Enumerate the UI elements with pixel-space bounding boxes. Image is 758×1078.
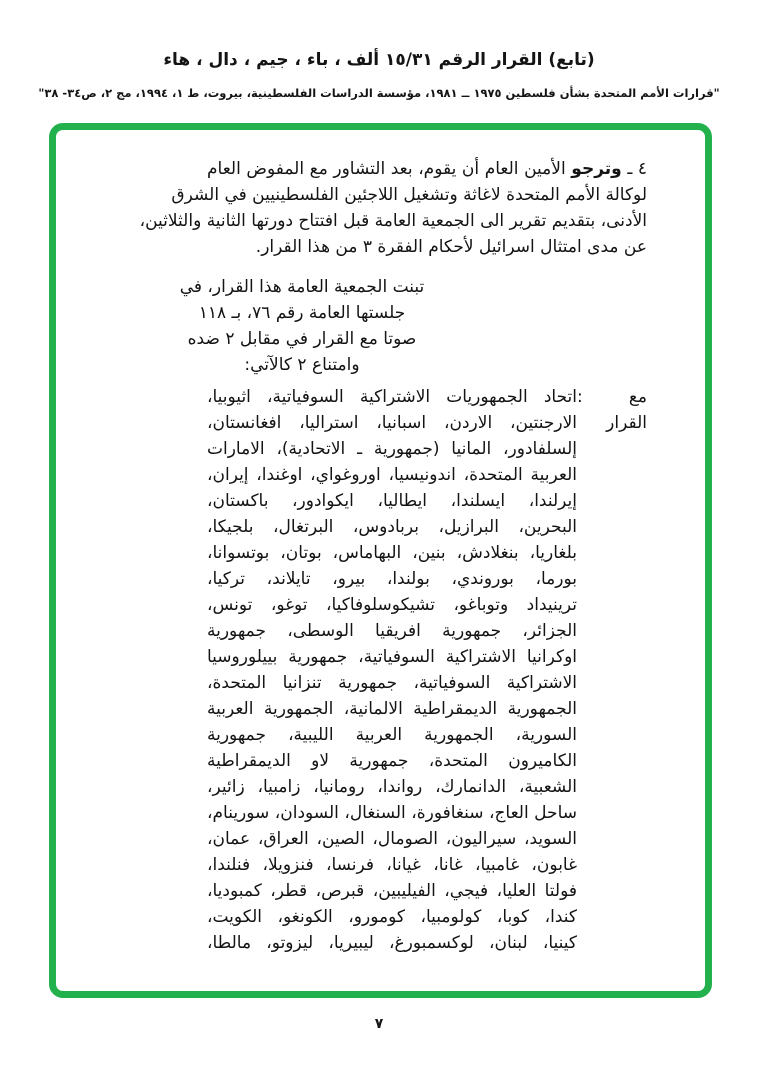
- country-line: الشعبية، الدانمارك، رواندا، رومانيا، زامبيا، زائير،: [207, 777, 577, 797]
- paragraph-number: ٤ ـ: [627, 159, 648, 179]
- document-body: [56, 130, 705, 991]
- country-line: كندا، كوبا، كولومبيا، كومورو، الكونغو، الكويت،: [207, 907, 577, 927]
- country-line: غابون، غامبيا، غانا، غيانا، فرنسا، فنزويلا، فنلندا،: [207, 855, 577, 875]
- country-line: إيرلندا، ايسلندا، ايطاليا، ايكوادور، باكستان،: [207, 491, 577, 511]
- country-line: الجزائر، جمهورية افريقيا الوسطى، جمهورية: [207, 621, 577, 641]
- country-line: العربية المتحدة، اندونيسيا، اوروغواي، اوغندا، إيران،: [207, 465, 577, 485]
- paragraph-text: الأمين العام أن يقوم، بعد التشاور مع المفوض العام: [207, 159, 566, 179]
- green-highlight-frame: [49, 123, 712, 998]
- in-favour-label: [577, 384, 647, 956]
- operative-paragraph: [139, 156, 648, 260]
- country-line: اوكرانيا الاشتراكية السوفياتية، جمهورية بييلوروسيا: [207, 647, 577, 667]
- vote-tally-block: [169, 274, 435, 378]
- country-line: الجمهورية الديمقراطية الالمانية، الجمهورية العربية: [207, 699, 577, 719]
- country-line: الارجنتين، الاردن، اسبانيا، استراليا، افغانستان،: [207, 413, 577, 433]
- vote-tally-line: تبنت الجمعية العامة هذا القرار، في: [179, 277, 425, 297]
- vote-tally-line: جلستها العامة رقم ٧٦، بـ ١١٨: [198, 303, 406, 323]
- page-title: (تابع) القرار الرقم ١٥/٣١ ألف ، باء ، جيم ، دال ، هاء: [163, 50, 595, 70]
- paragraph-line: [207, 156, 647, 182]
- in-favour-label-text: مع القرار: [606, 387, 647, 433]
- country-line: بورما، بوروندي، بولندا، بيرو، تايلاند، تركيا،: [207, 569, 577, 589]
- country-line: الاشتراكية السوفياتية، جمهورية تنزانيا المتحدة،: [207, 673, 577, 693]
- paragraph-line: الأدنى، بتقديم تقرير الى الجمعية العامة قبل افتتاح دورتها الثانية والثلاثين،: [139, 211, 647, 231]
- operative-verb: وترجو: [571, 159, 622, 179]
- country-line: السويد، سيراليون، الصومال، الصين، العراق، عمان،: [207, 829, 577, 849]
- paragraph-line: عن مدى امتثال اسرائيل لأحكام الفقرة ٣ من هذا القرار.: [255, 237, 647, 257]
- country-line: كينيا، لبنان، لوكسمبورغ، ليبيريا، ليزوتو، مالطا،: [207, 933, 577, 953]
- country-line: إلسلفادور، المانيا (جمهورية ـ الاتحادية)، الامارات: [207, 439, 577, 459]
- in-favour-section: [207, 384, 647, 956]
- country-list: [207, 384, 577, 956]
- page-number: ٧: [374, 1016, 384, 1032]
- vote-tally-line: صوتا مع القرار في مقابل ٢ ضده: [187, 329, 417, 349]
- country-line: ترينيداد وتوباغو، تشيكوسلوفاكيا، توغو، تونس،: [207, 595, 577, 615]
- country-line: الكاميرون المتحدة، جمهورية لاو الديمقراطية: [207, 751, 577, 771]
- country-line: ساحل العاج، سنغافورة، السنغال، السودان، سورينام،: [207, 803, 577, 823]
- source-citation: "قرارات الأمم المتحدة بشأن فلسطين ١٩٧٥ ــ ١٩٨١، مؤسسة الدراسات الفلسطينية، بيروت، ط ١، ١٩٩٤، مج ٢، ص٣٤- ٣٨": [38, 86, 720, 100]
- country-line: السورية، الجمهورية العربية الليبية، جمهورية: [207, 725, 577, 745]
- country-line: بلغاريا، بنغلادش، بنين، البهاماس، بوتان، بوتسوانا،: [207, 543, 577, 563]
- country-line: البحرين، البرازيل، بربادوس، البرتغال، بلجيكا،: [207, 517, 577, 537]
- paragraph-line: لوكالة الأمم المتحدة لاغاثة وتشغيل اللاجئين الفلسطينيين في الشرق: [171, 185, 647, 205]
- country-line: اتحاد الجمهوريات الاشتراكية السوفياتية، اثيوبيا،: [207, 387, 577, 407]
- in-favour-label-colon: :: [577, 387, 583, 407]
- country-line: فولتا العليا، فيجي، الفيليبين، قبرص، قطر، كمبوديا،: [207, 881, 577, 901]
- vote-tally-line: وامتناع ٢ كالآتي:: [244, 355, 360, 375]
